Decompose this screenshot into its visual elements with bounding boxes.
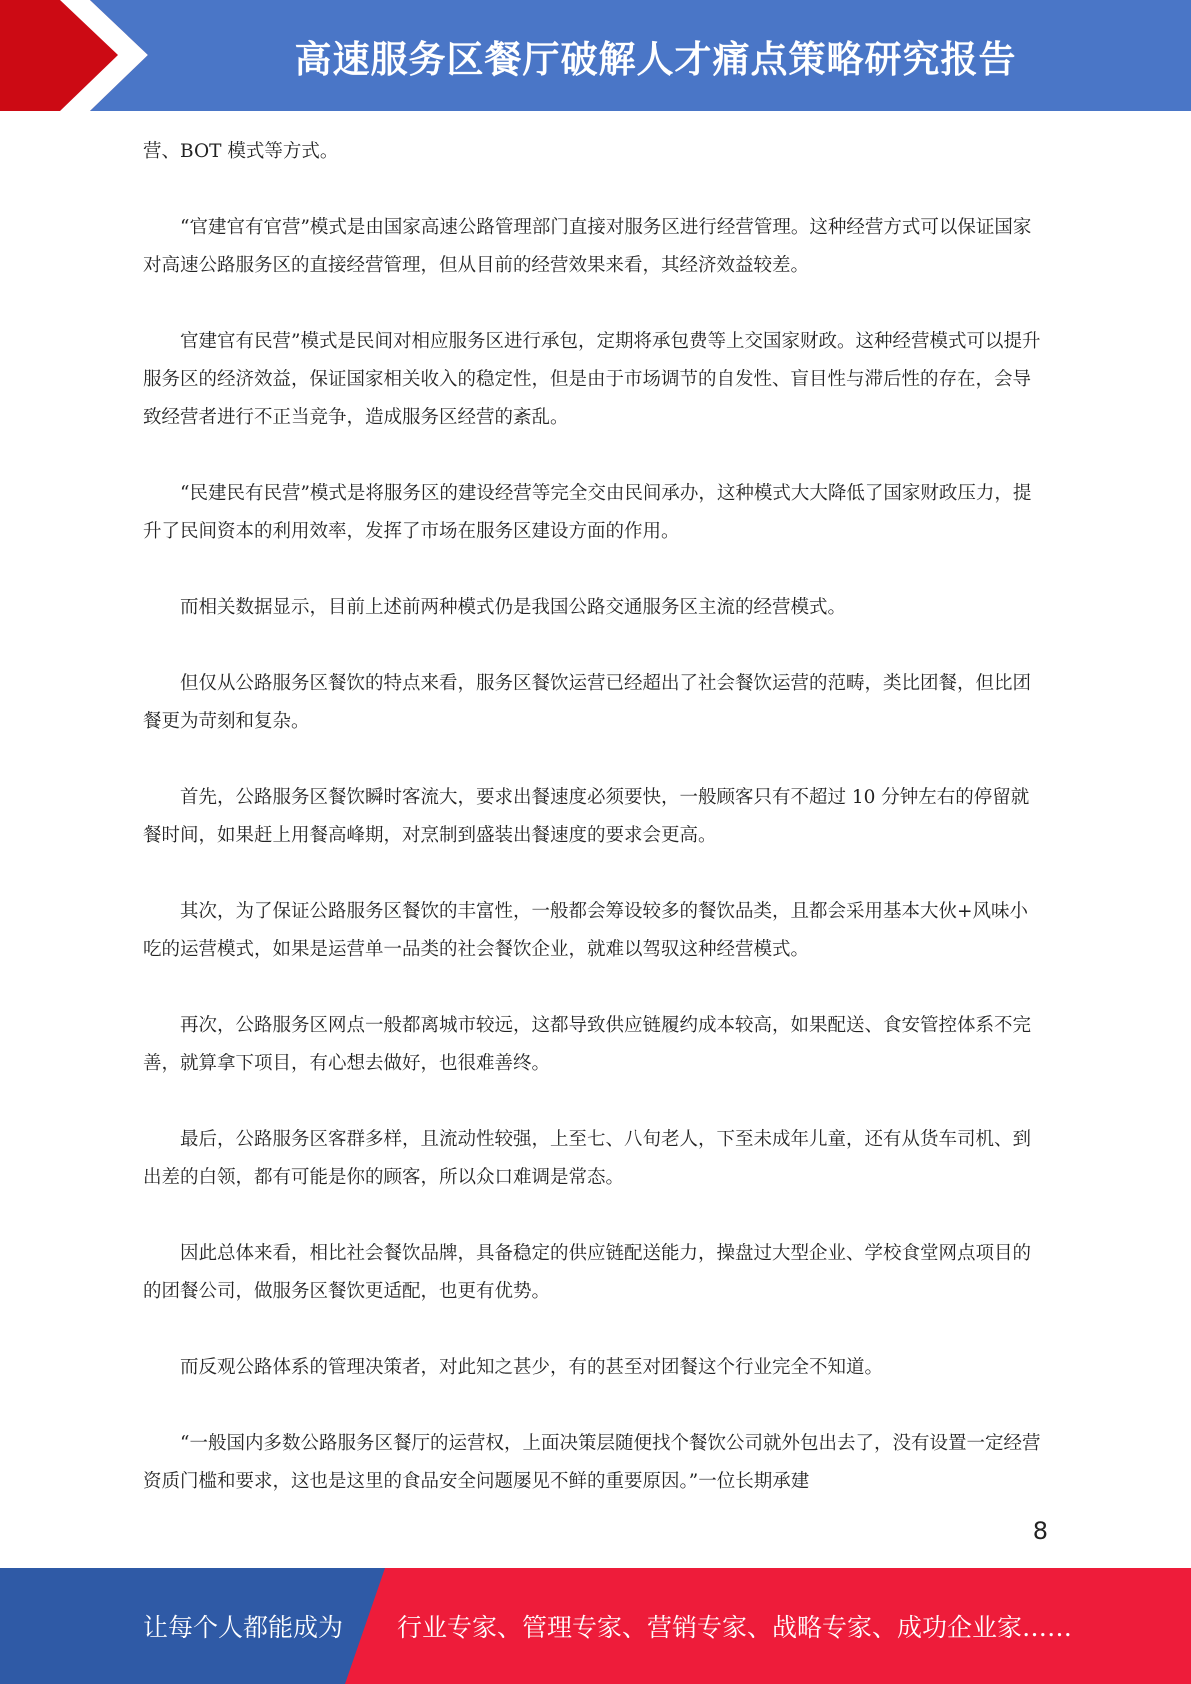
- header-chevron-graphic: [0, 0, 160, 111]
- body-paragraph: 但仅从公路服务区餐饮的特点来看，服务区餐饮运营已经超出了社会餐饮运营的范畴，类比团餐，但比团餐更为苛刻和复杂。: [143, 673, 1032, 732]
- body-paragraph: “民建民有民营”模式是将服务区的建设经营等完全交由民间承办，这种模式大大降低了国家财政压力，提升了民间资本的利用效率，发挥了市场在服务区建设方面的作用。: [143, 483, 1032, 542]
- body-paragraph: 而反观公路体系的管理决策者，对此知之甚少，有的甚至对团餐这个行业完全不知道。: [180, 1357, 884, 1378]
- body-paragraph: 再次，公路服务区网点一般都离城市较远，这都导致供应链履约成本较高，如果配送、食安管控体系不完善，就算拿下项目，有心想去做好，也很难善终。: [143, 1015, 1032, 1074]
- body-paragraph: 官建官有民营”模式是民间对相应服务区进行承包，定期将承包费等上交国家财政。这种经营模式可以提升服务区的经济效益，保证国家相关收入的稳定性，但是由于市场调节的自发性、盲目性与滞后性的存在，会导致经营者进行不正当竞争，造成服务区经营的紊乱。: [143, 331, 1041, 428]
- report-header: [0, 0, 1191, 111]
- body-text: [143, 133, 1045, 1539]
- body-paragraph: 因此总体来看，相比社会餐饮品牌，具备稳定的供应链配送能力，操盘过大型企业、学校食堂网点项目的的团餐公司，做服务区餐饮更适配，也更有优势。: [143, 1243, 1032, 1302]
- body-paragraph: 最后，公路服务区客群多样，且流动性较强，上至七、八旬老人，下至未成年儿童，还有从货车司机、到出差的白领，都有可能是你的顾客，所以众口难调是常态。: [143, 1129, 1032, 1188]
- report-title: 高速服务区餐厅破解人才痛点策略研究报告: [294, 37, 1017, 81]
- body-paragraph: 而相关数据显示，目前上述前两种模式仍是我国公路交通服务区主流的经营模式。: [180, 597, 847, 618]
- body-paragraph: “官建官有官营”模式是由国家高速公路管理部门直接对服务区进行经营管理。这种经营方式可以保证国家对高速公路服务区的直接经营管理，但从目前的经营效果来看，其经济效益较差。: [143, 217, 1032, 276]
- footer-banner: [0, 1568, 1191, 1684]
- footer-lead-text: 让每个人都能成为: [143, 1613, 344, 1642]
- page-number: 8: [1032, 1517, 1048, 1545]
- body-paragraph: “一般国内多数公路服务区餐厅的运营权，上面决策层随便找个餐饮公司就外包出去了，没有设置一定经营资质门槛和要求，这也是这里的食品安全问题屡见不鲜的重要原因。”一位长期承建: [143, 1433, 1041, 1492]
- body-paragraph: 首先，公路服务区餐饮瞬时客流大，要求出餐速度必须要快，一般顾客只有不超过 10 分钟左右的停留就餐时间，如果赶上用餐高峰期，对烹制到盛装出餐速度的要求会更高。: [143, 787, 1030, 846]
- body-paragraph: 营、BOT 模式等方式。: [143, 141, 339, 162]
- footer-roles-text: 行业专家、管理专家、营销专家、战略专家、成功企业家……: [397, 1613, 1073, 1642]
- body-paragraph: 其次，为了保证公路服务区餐饮的丰富性，一般都会筹设较多的餐饮品类，且都会采用基本大伙+风味小吃的运营模式，如果是运营单一品类的社会餐饮企业，就难以驾驭这种经营模式。: [143, 901, 1029, 960]
